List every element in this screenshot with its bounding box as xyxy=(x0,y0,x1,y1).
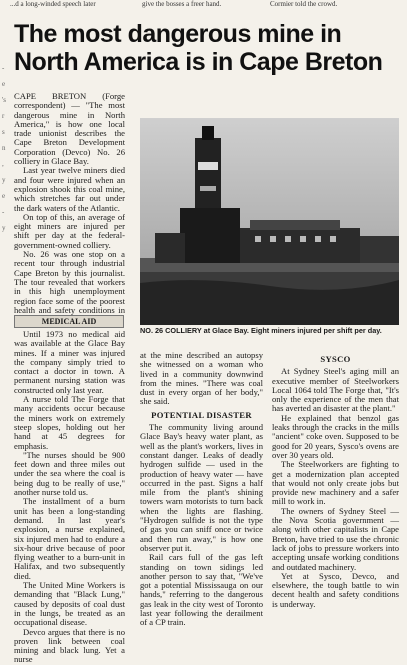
edge-fragment: , xyxy=(2,160,4,168)
paragraph: No. 26 was one stop on a recent tour through industrial Cape Breton by this journalist. The tour revealed that workers in this high unemployment region face some of the poorest health and safety conditions in xyxy=(14,249,125,315)
paragraph: The community living around Glace Bay's heavy water plant, as well as the plant's workers, lives in constant danger. Leaks of deadly hydrogen sulfide — used in the production of heavy water — have occurred in the past. Signs a half mile from the plant's shining towers warn motorists to turn back when the lights are flashing. "Hydrogen sulfide is not the type of gas you can sniff once or twice and then run away," is how one observer put it. xyxy=(140,422,263,553)
edge-fragment: - xyxy=(2,208,5,216)
edge-fragment: n xyxy=(2,144,6,152)
article-column-1b xyxy=(14,330,125,665)
photo-caption: NO. 26 COLLIERY at Glace Bay. Eight miners injured per shift per day. xyxy=(140,326,382,335)
edge-fragment: e xyxy=(2,192,6,200)
previous-article-fragment: Cormier told the crowd. xyxy=(270,0,338,8)
edge-fragment: s xyxy=(2,128,5,136)
edge-fragment: r xyxy=(2,112,5,120)
paragraph: The United Mine Workers is demanding that "Black Lung," caused by deposits of coal dust in the lungs, be treated as an occupational disease. xyxy=(14,580,125,628)
paragraph: Last year twelve miners died and four were injured when an explosion shook this coal mine, which stretches far out under the dark waters of the Atlantic. xyxy=(14,165,125,213)
previous-article-fragment: give the bosses a freer hand. xyxy=(142,0,222,8)
edge-fragment: y xyxy=(2,176,6,184)
paragraph: A nurse told The Forge that many accidents occur because the miners work on extremely steep slopes, holding out her hand at 45 degrees for emphasis. xyxy=(14,394,125,451)
edge-fragment: e xyxy=(2,80,6,88)
headline: The most dangerous mine in North America is in Cape Breton xyxy=(14,20,383,76)
edge-fragment: y xyxy=(2,224,6,232)
section-heading-medical-aid: MEDICAL AID xyxy=(14,315,124,328)
paragraph: Until 1973 no medical aid was available at the Glace Bay mines. If a miner was injured the company simply tried to contact a doctor in town. A permanent nursing station was constructed only last year. xyxy=(14,329,125,395)
edge-fragment: - xyxy=(2,64,5,72)
paragraph: Yet at Sysco, Devco, and elsewhere, the tough battle to win decent health and safety conditions is underway. xyxy=(272,570,399,609)
edge-fragment: 's xyxy=(2,96,6,104)
article-column-2 xyxy=(140,351,263,628)
article-column-3 xyxy=(272,351,399,609)
paragraph: On top of this, an average of eight miners are injured per shift per day at the federal-government-owned colliery. xyxy=(14,211,125,250)
paragraph: The installment of a burn unit has been a long-standing demand. In last year's explosion, a nurse explained, six injured men had to endure a six-hour drive because of poor flying weather to a burn-unit in Halifax, and two subsequently died. xyxy=(14,496,125,581)
left-edge-fragments xyxy=(2,60,8,236)
paragraph: The Steelworkers are fighting to get a modernization plan accepted that would not only create jobs but provide new machinery and a safer mill to work in. xyxy=(272,459,399,507)
paragraph: "The nurses should be 900 feet down and three miles out under the sea where the coal is being dug to be really of use," another nurse told us. xyxy=(14,449,125,498)
paragraph: Devco argues that there is no proven link between coal mining and black lung. Yet a nurse xyxy=(14,626,125,665)
section-heading-potential-disaster: POTENTIAL DISASTER xyxy=(151,409,252,420)
previous-article-fragment: ...d a long-winded speech later xyxy=(10,0,96,8)
article-column-1 xyxy=(14,92,125,324)
colliery-photo xyxy=(140,118,399,325)
section-heading-sysco: SYSCO xyxy=(320,354,351,364)
paragraph: The owners of Sydney Steel — the Nova Scotia government — along with other capitalists in Cape Breton, have tried to use the chronic lack of jobs to pressure workers into accepting unsafe working conditions and outdated machinery. xyxy=(272,505,399,572)
paragraph: CAPE BRETON (Forge correspondent) — "The most dangerous mine in North America," is how one local trade unionist describes the Cape Breton Development Corporation (Devco) No. 26 colliery in Glace Bay. xyxy=(14,91,125,167)
paragraph: at the mine described an autopsy she witnessed on a woman who lived in a community downwind from the mines. "There was coal dust in every organ of her body," she said. xyxy=(140,350,263,407)
paragraph: He explained that benzol gas leaks through the cracks in the mills "ancient" coke oven. Supposed to be good for 20 years, Sysco's ovens are over 30 years old. xyxy=(272,412,399,460)
paragraph: At Sydney Steel's aging mill an executive member of Steelworkers Local 1064 told The Forge that, "It's only the experience of the men that has averted an disaster at the plant." xyxy=(272,366,399,414)
paragraph: Rail cars full of the gas left standing on town sidings led another person to say that, "We've got a potential Mississauga on our hands," referring to the dangerous gas leak in the city west of Toronto last year following the derailment of a CP train. xyxy=(140,552,263,628)
